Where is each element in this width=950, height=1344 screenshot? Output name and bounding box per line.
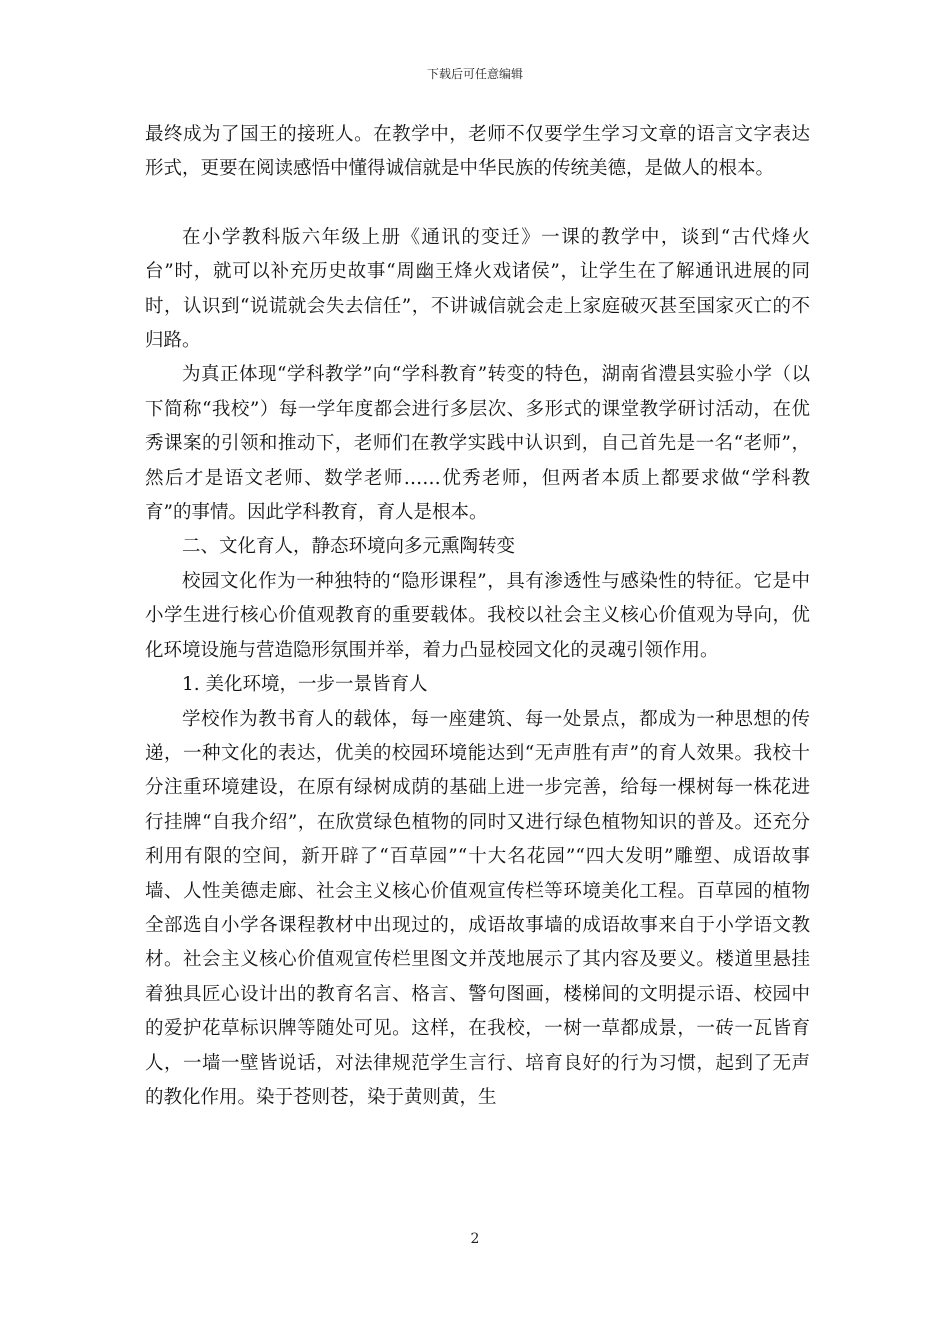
section-heading: 二、文化育人，静态环境向多元熏陶转变 [182, 536, 516, 558]
page-header: 下载后可任意编辑 [426, 67, 523, 81]
paragraph: 为真正体现“学科教学”向“学科教育”转变的特色，湖南省澧县实验小学（以下简称“我校”）每一学年度都会进行多层次、多形式的课堂教学研讨活动，在优秀课案的引领和推动下，老师们在教学实践中认识到，自己首先是一名“老师”，然后才是语文老师、数学老师……优秀老师，但两者本质上都要求做“学科教育”的事情。因此学科教育，育人是根本。 [145, 364, 810, 524]
paragraph: 学校作为教书育人的载体，每一座建筑、每一处景点，都成为一种思想的传递，一种文化的表达，优美的校园环境能达到“无声胜有声”的育人效果。我校十分注重环境建设，在原有绿树成荫的基础上进一步完善，给每一棵树每一株花进行挂牌“自我介绍”，在欣赏绿色植物的同时又进行绿色植物知识的普及。还充分利用有限的空间，新开辟了“百草园”“十大名花园”“四大发明”雕塑、成语故事墙、人性美德走廊、社会主义核心价值观宣传栏等环境美化工程。百草园的植物全部选自小学各课程教材中出现过的，成语故事墙的成语故事来自于小学语文教材。社会主义核心价值观宣传栏里图文并茂地展示了其内容及要义。楼道里悬挂着独具匠心设计出的教育名言、格言、警句图画，楼梯间的文明提示语、校园中的爱护花草标识牌等随处可见。这样，在我校，一树一草都成景，一砖一瓦皆育人，一墙一壁皆说话，对法律规范学生言行、培育良好的行为习惯，起到了无声的教化作用。染于苍则苍，染于黄则黄，生 [145, 708, 810, 1108]
paragraph: 在小学教科版六年级上册《通讯的变迁》一课的教学中，谈到“古代烽火台”时，就可以补充历史故事“周幽王烽火戏诸侯”，让学生在了解通讯进展的同时，认识到“说谎就会失去信任”，不讲诚信就会走上家庭破灭甚至国家灭亡的不归路。 [145, 226, 810, 352]
paragraph: 校园文化作为一种独特的“隐形课程”，具有渗透性与感染性的特征。它是中小学生进行核心价值观教育的重要载体。我校以社会主义核心价值观为导向，优化环境设施与营造隐形氛围并举，着力凸显校园文化的灵魂引领作用。 [145, 570, 810, 661]
document-body [145, 118, 810, 1115]
page-number: 2 [470, 1231, 480, 1247]
paragraph-continuation: 最终成为了国王的接班人。在教学中，老师不仅要学生学习文章的语言文字表达形式，更要在阅读感悟中懂得诚信就是中华民族的传统美德，是做人的根本。 [145, 124, 810, 180]
subsection-heading: 1. 美化环境，一步一景皆育人 [182, 674, 428, 696]
